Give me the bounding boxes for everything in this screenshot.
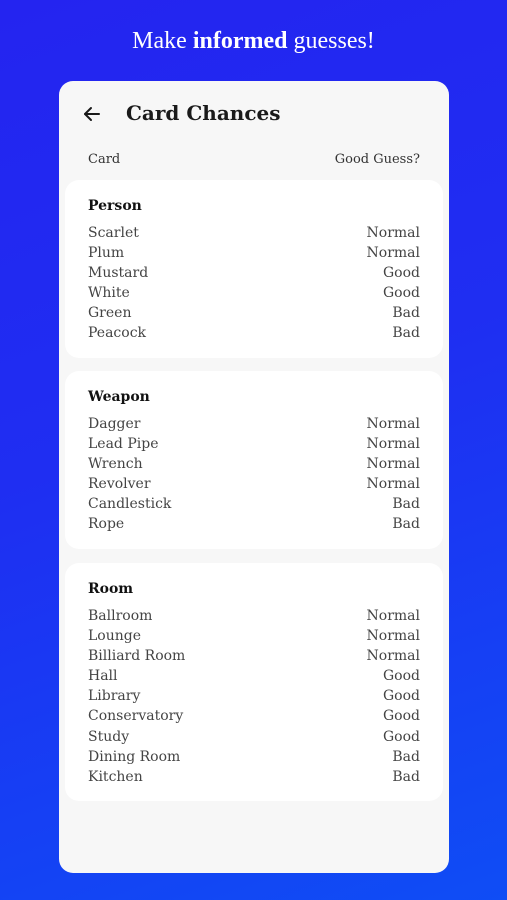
table-row xyxy=(88,626,420,646)
card-name: Lead Pipe xyxy=(88,436,159,453)
guess-rating: Bad xyxy=(392,325,420,342)
guess-rating: Good xyxy=(382,668,420,685)
section-title: Room xyxy=(88,581,134,597)
guess-rating: Normal xyxy=(366,225,420,241)
table-row xyxy=(88,727,420,747)
row-list xyxy=(88,223,420,344)
guess-rating: Normal xyxy=(366,648,420,665)
table-row xyxy=(88,686,420,706)
card-name: Rope xyxy=(88,516,125,533)
section-room xyxy=(65,563,443,801)
card-name: Plum xyxy=(88,245,125,262)
card-name: Candlestick xyxy=(88,496,172,513)
guess-rating: Bad xyxy=(392,768,420,785)
card-name: Conservatory xyxy=(88,708,184,725)
promo-tagline xyxy=(0,28,507,55)
table-row xyxy=(88,514,420,534)
section-title: Person xyxy=(88,198,142,214)
guess-rating: Normal xyxy=(366,628,420,645)
table-row xyxy=(88,263,420,283)
table-row xyxy=(88,243,420,263)
tagline-post: guesses! xyxy=(287,28,375,54)
row-list xyxy=(88,606,420,787)
card-name: White xyxy=(88,285,130,302)
guess-rating: Bad xyxy=(392,516,420,533)
guess-rating: Normal xyxy=(366,476,420,493)
section-title: Weapon xyxy=(88,389,150,405)
column-card: Card xyxy=(88,152,121,167)
guess-rating: Bad xyxy=(392,748,420,765)
guess-rating: Good xyxy=(382,688,420,705)
app-screen xyxy=(59,81,449,873)
card-name: Dining Room xyxy=(88,748,181,765)
table-row xyxy=(88,223,420,243)
guess-rating: Normal xyxy=(366,608,420,624)
card-name: Library xyxy=(88,688,141,705)
card-name: Scarlet xyxy=(88,225,139,241)
table-row xyxy=(88,323,420,343)
page-title: Card Chances xyxy=(126,101,281,125)
guess-rating: Normal xyxy=(366,416,420,432)
guess-rating: Good xyxy=(382,728,420,745)
guess-rating: Bad xyxy=(392,496,420,513)
app-bar xyxy=(59,81,449,151)
card-name: Green xyxy=(88,305,132,322)
table-row xyxy=(88,494,420,514)
table-row xyxy=(88,303,420,323)
card-name: Revolver xyxy=(88,476,151,493)
card-name: Hall xyxy=(88,668,118,685)
column-header xyxy=(88,152,420,172)
table-row xyxy=(88,706,420,726)
column-good-guess: Good Guess? xyxy=(334,152,420,167)
guess-rating: Good xyxy=(382,265,420,282)
table-row xyxy=(88,666,420,686)
table-row xyxy=(88,646,420,666)
table-row xyxy=(88,434,420,454)
card-name: Ballroom xyxy=(88,608,153,624)
guess-rating: Normal xyxy=(366,245,420,262)
card-name: Study xyxy=(88,728,130,745)
card-name: Lounge xyxy=(88,628,142,645)
table-row xyxy=(88,767,420,787)
section-person xyxy=(65,180,443,358)
card-name: Mustard xyxy=(88,265,149,282)
card-name: Billiard Room xyxy=(88,648,186,665)
table-row xyxy=(88,283,420,303)
section-weapon xyxy=(65,371,443,549)
tagline-bold: informed xyxy=(192,28,288,54)
card-name: Peacock xyxy=(88,325,147,342)
card-name: Dagger xyxy=(88,416,141,432)
arrow-left-icon xyxy=(81,103,103,125)
guess-rating: Normal xyxy=(366,456,420,473)
guess-rating: Bad xyxy=(392,305,420,322)
guess-rating: Normal xyxy=(366,436,420,453)
guess-rating: Good xyxy=(382,285,420,302)
back-button[interactable] xyxy=(81,103,103,125)
guess-rating: Good xyxy=(382,708,420,725)
table-row xyxy=(88,606,420,626)
card-name: Wrench xyxy=(88,456,143,473)
table-row xyxy=(88,454,420,474)
table-row xyxy=(88,747,420,767)
tagline-pre: Make xyxy=(132,28,193,54)
table-row xyxy=(88,474,420,494)
table-row xyxy=(88,414,420,434)
card-name: Kitchen xyxy=(88,768,143,785)
row-list xyxy=(88,414,420,535)
